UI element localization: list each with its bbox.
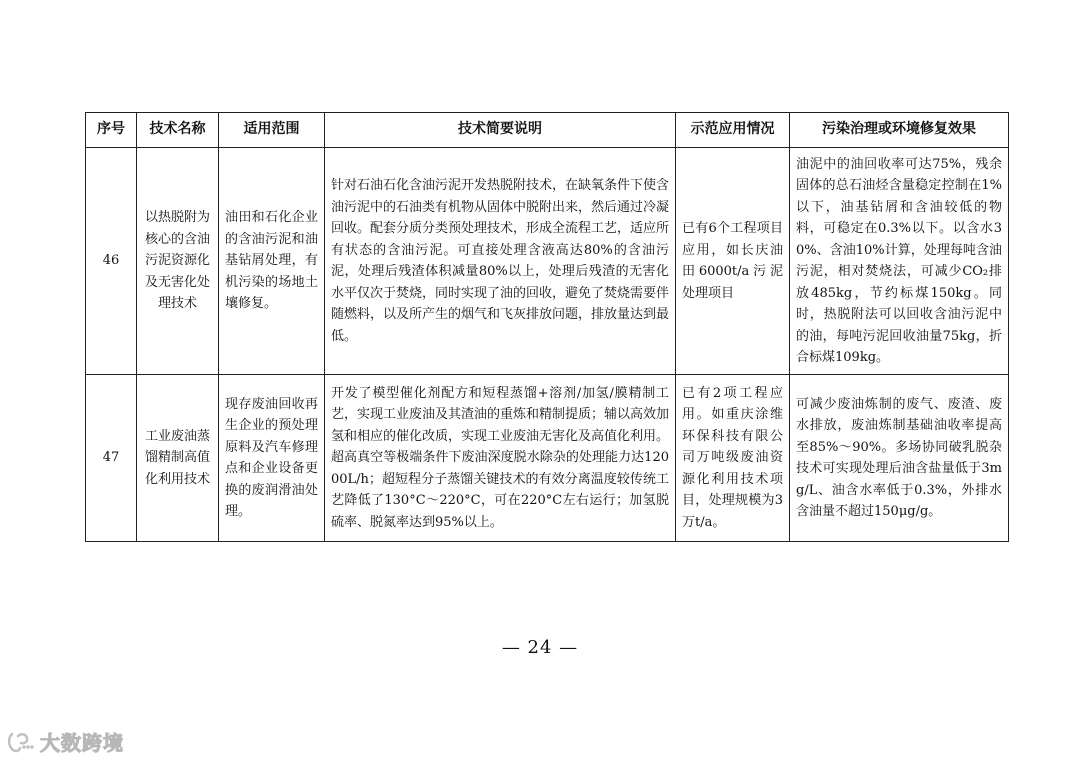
row-tech-name: 以热脱附为核心的含油污泥资源化及无害化处理技术 [137,148,219,375]
table-row [86,375,1009,542]
table-header-row [86,113,1009,148]
row-application: 已有2项工程应用。如重庆涂维环保科技有限公司万吨级废油资源化利用技术项目，处理规模为3万t/a。 [676,375,790,542]
watermark [6,727,124,756]
technology-table [85,112,1009,542]
row-number: 46 [86,148,137,375]
watermark-logo-icon [6,730,36,754]
row-description: 针对石油石化含油污泥开发热脱附技术，在缺氧条件下使含油污泥中的石油类有机物从固体中脱附出来，然后通过冷凝回收。配套分质分类预处理技术，形成全流程工艺，适应所有状态的含油污泥。可直接处理含液高达80%的含油污泥，处理后残渣体积减量80%以上，处理后残渣的无害化水平仅次于焚烧，同时实现了油的回收，避免了焚烧需要伴随燃料，以及所产生的烟气和飞灰排放问题，排放量达到最低。 [325,148,676,375]
watermark-text: 大数跨境 [40,731,124,755]
header-application: 示范应用情况 [676,113,790,148]
header-number: 序号 [86,113,137,148]
header-tech-name: 技术名称 [137,113,219,148]
row-effect: 可减少废油炼制的废气、废渣、废水排放，废油炼制基础油收率提高至85%～90%。多场协同破乳脱杂技术可实现处理后油含盐量低于3mg/L、油含水率低于0.3%，外排水含油量不超过150μg/g。 [790,375,1009,542]
row-effect: 油泥中的油回收率可达75%，残余固体的总石油烃含量稳定控制在1%以下，油基钻屑和含油较低的物料，可稳定在0.3%以下。以含水30%、含油10%计算，处理每吨含油污泥，相对焚烧法，可减少CO₂排放485kg，节约标煤150kg。同时，热脱附法可以回收含油污泥中的油，每吨污泥回收油量75kg，折合标煤109kg。 [790,148,1009,375]
row-number: 47 [86,375,137,542]
row-description: 开发了模型催化剂配方和短程蒸馏+溶剂/加氢/膜精制工艺，实现工业废油及其渣油的重炼和精制提质；辅以高效加氢和相应的催化改质，实现工业废油无害化及高值化利用。超高真空等极端条件下废油深度脱水除杂的处理能力达12000L/h；超短程分子蒸馏关键技术的有效分离温度较传统工艺降低了130°C～220°C，可在220°C左右运行；加氢脱硫率、脱氮率达到95%以上。 [325,375,676,542]
header-description: 技术简要说明 [325,113,676,148]
row-application: 已有6个工程项目应用，如长庆油田6000t/a污泥处理项目 [676,148,790,375]
row-scope: 油田和石化企业的含油污泥和油基钻屑处理，有机污染的场地土壤修复。 [219,148,325,375]
table-row [86,148,1009,375]
row-scope: 现存废油回收再生企业的预处理原料及汽车修理点和企业设备更换的废润滑油处理。 [219,375,325,542]
header-scope: 适用范围 [219,113,325,148]
page-number: — 24 — [501,637,579,658]
row-tech-name: 工业废油蒸馏精制高值化利用技术 [137,375,219,542]
header-effect: 污染治理或环境修复效果 [790,113,1009,148]
